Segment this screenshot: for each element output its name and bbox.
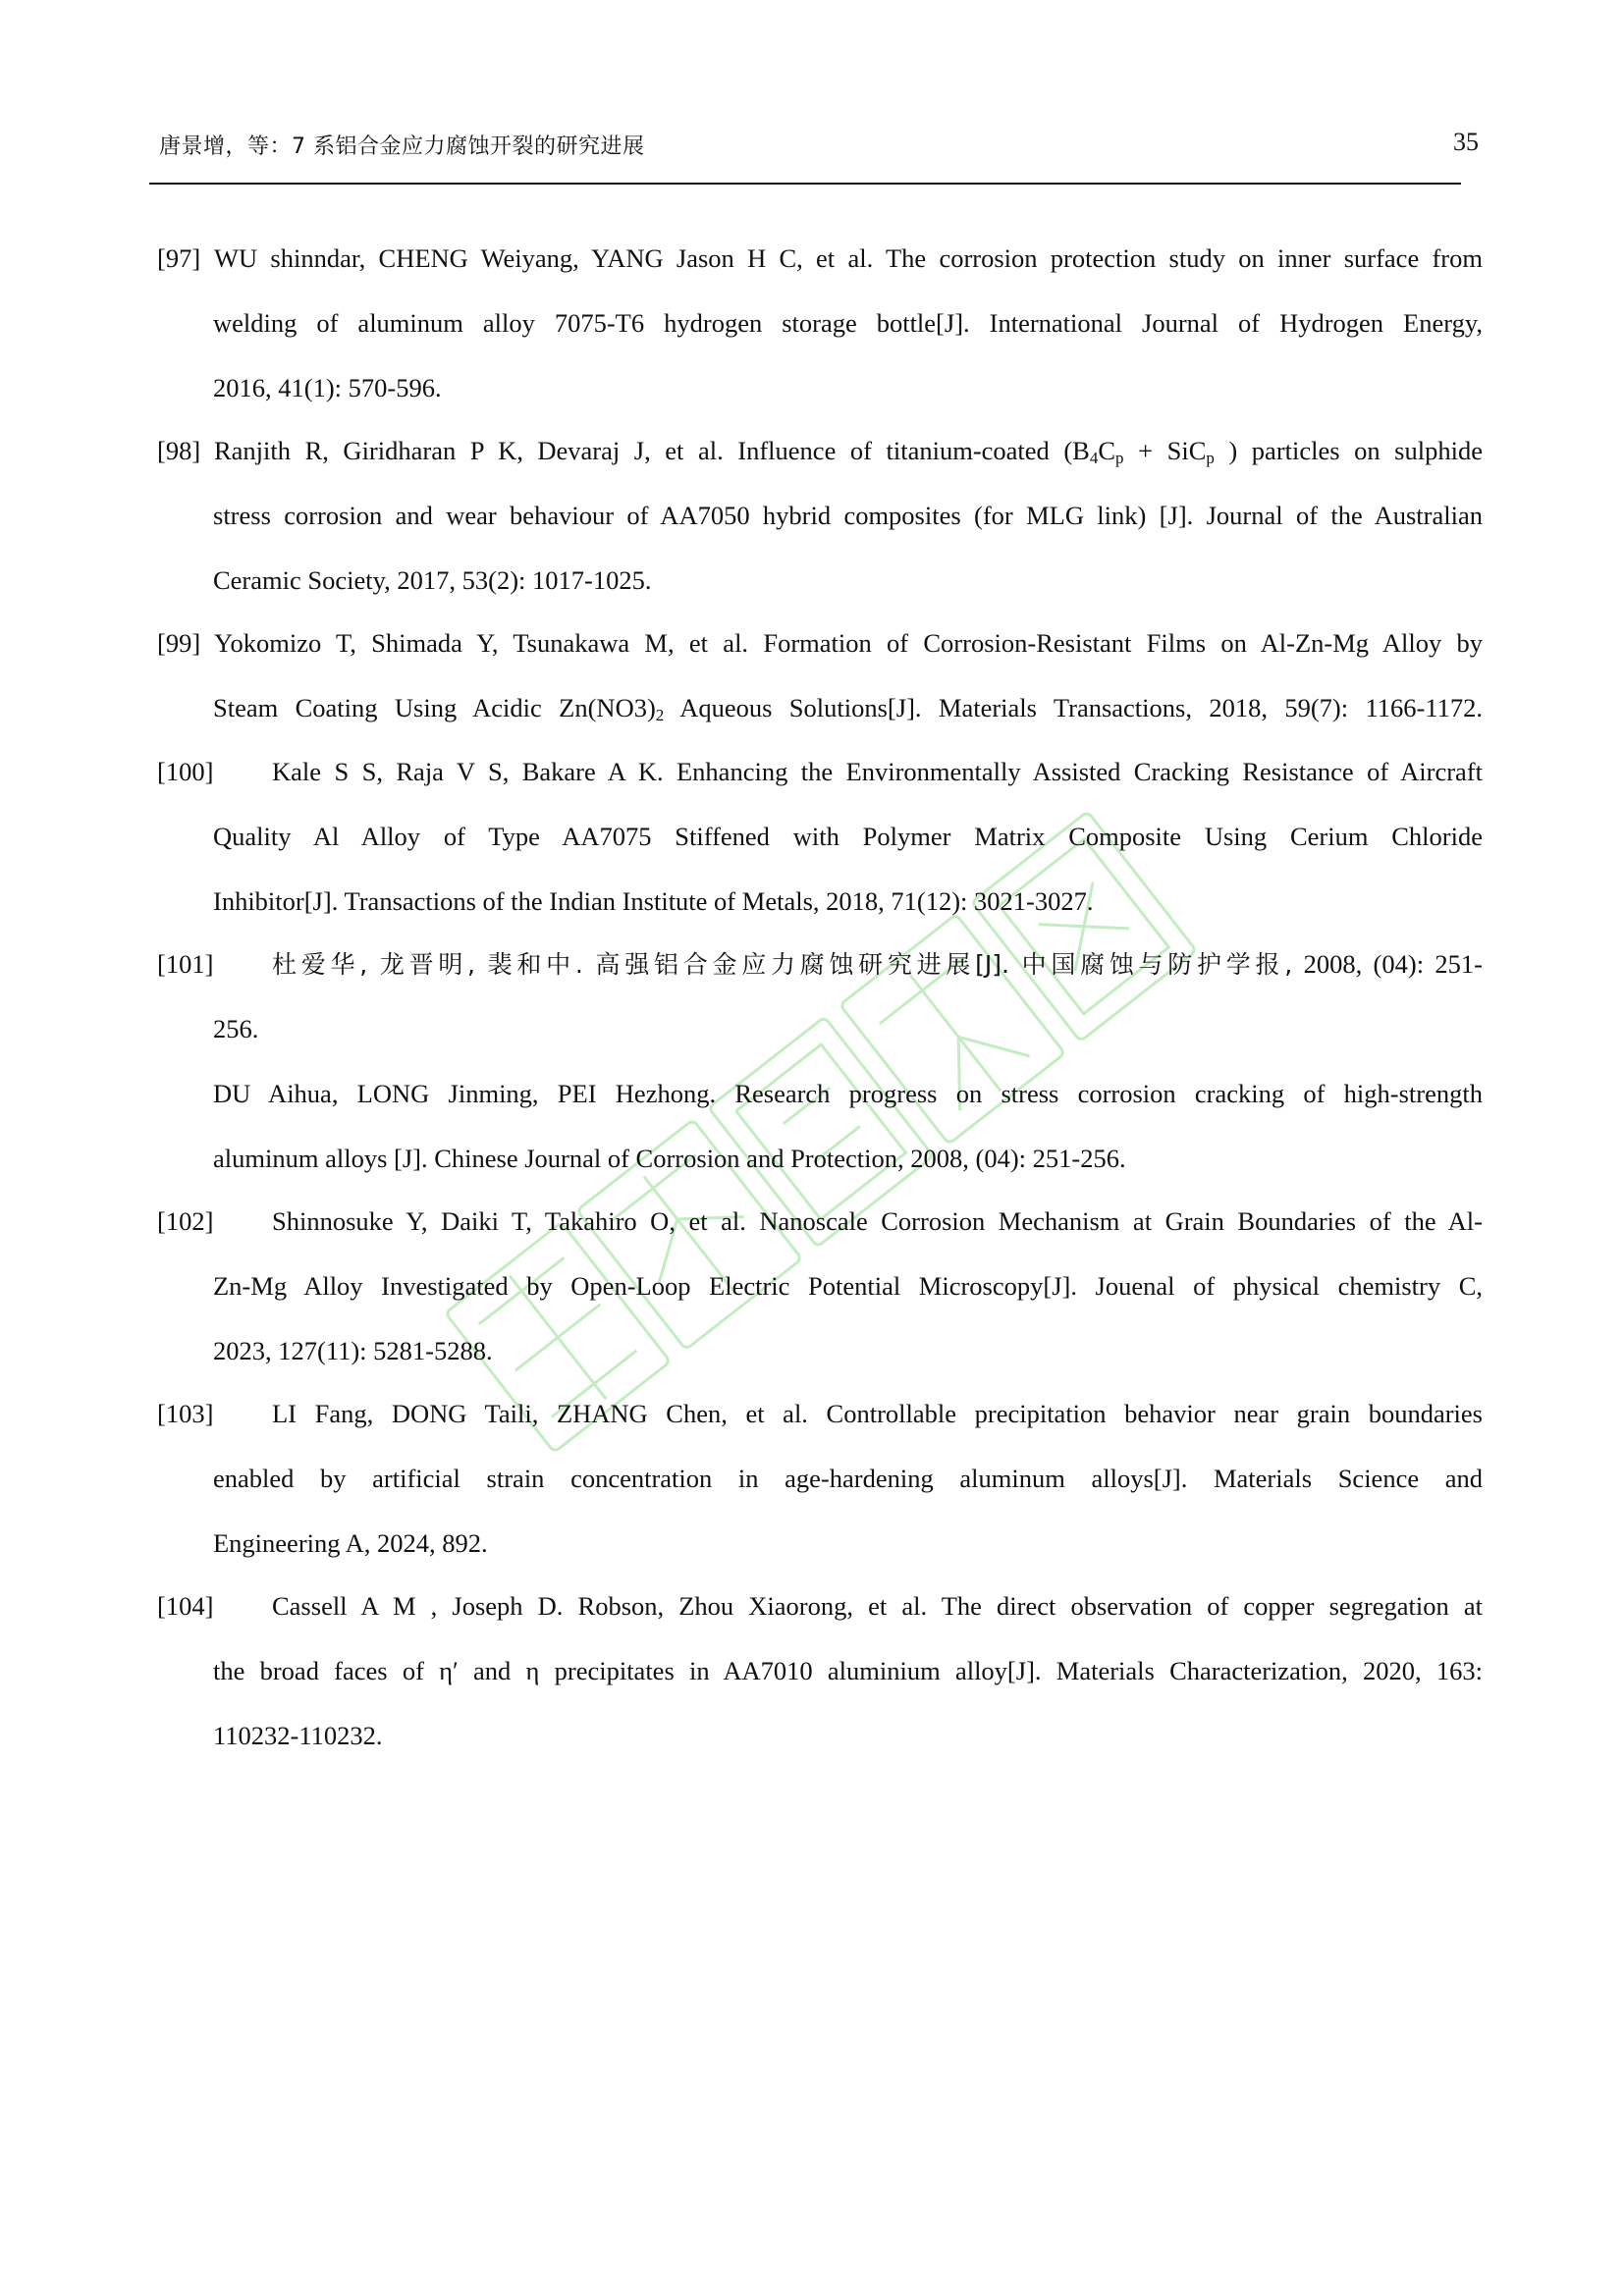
reference-number: [100] bbox=[157, 757, 214, 786]
reference-text-line: 2023, 127(11): 5281-5288. bbox=[213, 1336, 493, 1365]
reference-text-line: Quality Al Alloy of Type AA7075 Stiffened with Polymer Matrix Composite Using Cerium Chloride bbox=[213, 822, 1483, 851]
reference-number: [103] bbox=[157, 1399, 214, 1428]
reference-text-line: Cassell A M , Joseph D. Robson, Zhou Xiaorong, et al. The direct observation of copper segregation at bbox=[272, 1591, 1483, 1621]
reference-text-line: aluminum alloys [J]. Chinese Journal of Corrosion and Protection, 2008, (04): 251-256. bbox=[213, 1144, 1126, 1173]
reference-text-line: 杜爱华, 龙晋明, 裴和中. 高强铝合金应力腐蚀研究进展[J]. 中国腐蚀与防护学报, 2008, (04): 251- bbox=[272, 949, 1484, 979]
reference-98 bbox=[157, 418, 1483, 613]
reference-103 bbox=[157, 1381, 1483, 1575]
reference-text-line: LI Fang, DONG Taili, ZHANG Chen, et al. Controllable precipitation behavior near grain boundaries bbox=[272, 1399, 1483, 1428]
reference-number: [98] bbox=[157, 436, 201, 465]
reference-97 bbox=[157, 226, 1483, 420]
reference-104 bbox=[157, 1574, 1483, 1768]
reference-text-line: DU Aihua, LONG Jinming, PEI Hezhong. Research progress on stress corrosion cracking of high-strength bbox=[213, 1079, 1483, 1108]
reference-text-line: 110232-110232. bbox=[213, 1721, 383, 1750]
reference-text-line: WU shinndar, CHENG Weiyang, YANG Jason H C, et al. The corrosion protection study on inner surface from bbox=[214, 243, 1483, 273]
reference-number: [99] bbox=[157, 628, 201, 658]
reference-text-line: Ranjith R, Giridharan P K, Devaraj J, et al. Influence of titanium-coated ($B_4C_p + SiC_p$ ) particles on sulphide bbox=[214, 436, 1483, 467]
reference-text-line: Ceramic Society, 2017, 53(2): 1017-1025. bbox=[213, 565, 652, 595]
reference-number: [101] bbox=[157, 949, 214, 979]
reference-text-line: Yokomizo T, Shimada Y, Tsunakawa M, et al. Formation of Corrosion-Resistant Films on Al-Zn-Mg Alloy by bbox=[214, 628, 1483, 658]
reference-101 bbox=[157, 932, 1483, 1191]
reference-text-line: Engineering A, 2024, 892. bbox=[213, 1528, 488, 1558]
reference-text-line: 256. bbox=[213, 1014, 259, 1043]
reference-number: [97] bbox=[157, 243, 201, 273]
reference-text-line: Steam Coating Using Acidic $Zn(NO3)_2$ Aqueous Solutions[J]. Materials Transactions, 2018, 59(7): 1166-1172. bbox=[213, 693, 1483, 724]
reference-99 bbox=[157, 611, 1483, 740]
page-number: 35 bbox=[1453, 128, 1479, 156]
reference-102 bbox=[157, 1189, 1483, 1383]
reference-text-line: Shinnosuke Y, Daiki T, Takahiro O, et al. Nanoscale Corrosion Mechanism at Grain Boundaries of the Al- bbox=[272, 1206, 1483, 1236]
reference-text-line: stress corrosion and wear behaviour of AA7050 hybrid composites (for MLG link) [J]. Journal of the Australian bbox=[213, 501, 1483, 530]
reference-text-line: the broad faces of η′ and η precipitates in AA7010 aluminium alloy[J]. Materials Characterization, 2020, 163: bbox=[213, 1656, 1483, 1685]
reference-100 bbox=[157, 739, 1483, 934]
reference-text-line: 2016, 41(1): 570-596. bbox=[213, 373, 442, 402]
running-title: 唐景增，等：7 系铝合金应力腐蚀开裂的研究进展 bbox=[159, 134, 645, 159]
reference-text-line: Kale S S, Raja V S, Bakare A K. Enhancing the Environmentally Assisted Cracking Resistance of Aircraft bbox=[272, 757, 1483, 786]
reference-text-line: Inhibitor[J]. Transactions of the Indian Institute of Metals, 2018, 71(12): 3021-3027. bbox=[213, 886, 1094, 916]
reference-text-line: enabled by artificial strain concentration in age-hardening aluminum alloys[J]. Materials Science and bbox=[213, 1464, 1483, 1493]
reference-number: [104] bbox=[157, 1591, 214, 1621]
reference-number: [102] bbox=[157, 1206, 214, 1236]
header-rule bbox=[149, 183, 1461, 185]
reference-text-line: welding of aluminum alloy 7075-T6 hydrogen storage bottle[J]. International Journal of Hydrogen Energy, bbox=[213, 308, 1483, 338]
reference-text-line: Zn-Mg Alloy Investigated by Open-Loop Electric Potential Microscopy[J]. Jouenal of physical chemistry C, bbox=[213, 1271, 1483, 1301]
